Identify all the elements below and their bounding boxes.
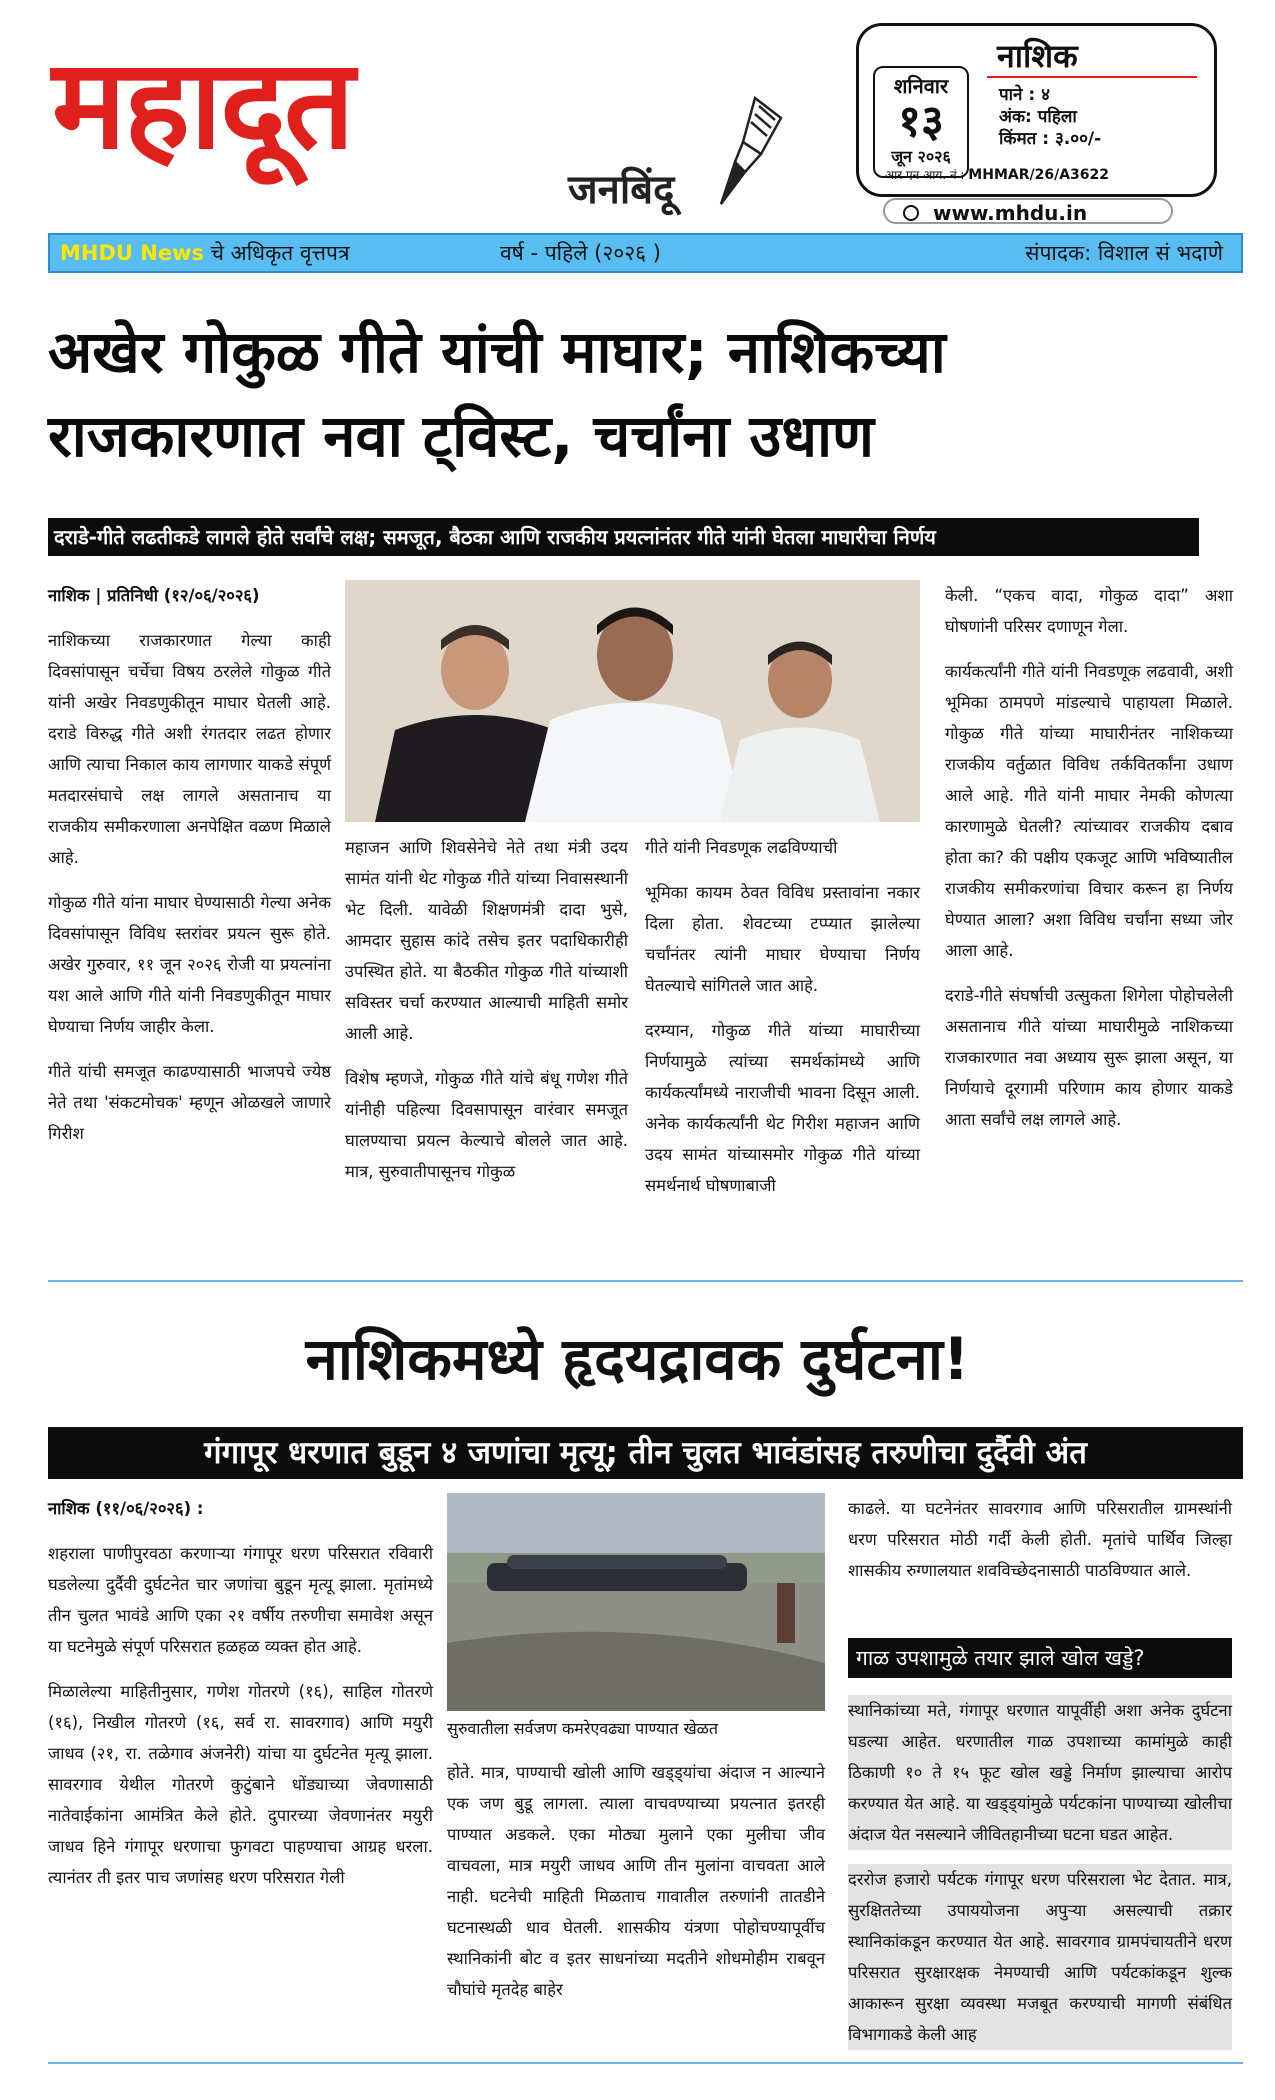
fountain-pen-icon xyxy=(703,92,793,212)
second-strapline: गंगापूर धरणात बुडून ४ जणांचा मृत्यू; तीन चुलत भावंडांसह तरुणीचा दुर्दैवी अंत xyxy=(48,1427,1243,1479)
lead-column-3 xyxy=(645,832,920,1215)
paragraph: दरम्यान, गोकुळ गीते यांच्या माघारीच्या निर्णयामुळे त्यांच्या समर्थकांमध्ये आणि कार्यकर्त्यांमध्ये नाराजीची भावना दिसून आली. अनेक कार्यकर्त्यांनी थेट गिरीश महाजन आणि उदय सामंत यांच्यासमोर गोकुळ गीते यांच्या समर्थनार्थ घोषणाबाजी xyxy=(645,1021,920,1195)
paragraph: गीते यांची समजूत काढण्यासाठी भाजपचे ज्येष्ठ नेते तथा 'संकटमोचक' म्हणून ओळखले जाणारे गिरीश xyxy=(48,1062,331,1143)
second-headline: नाशिकमध्ये हृदयद्रावक दुर्घटना! xyxy=(305,1325,970,1393)
politicians-photo xyxy=(345,580,920,822)
politicians-photo-art xyxy=(345,580,920,822)
website-url: www.mhdu.in xyxy=(933,201,1088,225)
newspaper-logo: महादूत xyxy=(52,32,353,177)
dateline: नाशिक | प्रतिनिधी (१२/०६/२०२६) xyxy=(48,586,260,605)
paragraph: नाशिकच्या राजकारणात गेल्या काही दिवसांपासून चर्चेचा विषय ठरलेले गोकुळ गीते यांनी अखेर निवडणुकीतून माघार घेतली आहे. दराडे विरुद्ध गीते अशी रंगतदार लढत होणार आणि त्याचा निकाल काय लागणार याकडे संपूर्ण मतदारसंघाचे लक्ष लागले असतानाच या राजकीय समीकरणाला अनपेक्षित वळण मिळाले आहे. xyxy=(48,631,331,867)
second-column-3-boxed xyxy=(848,1695,1232,2064)
paragraph: काढले. या घटनेनंतर सावरगाव आणि परिसरातील ग्रामस्थांनी धरण परिसरात मोठी गर्दी केली होती. मृतांचे पार्थिव जिल्हा शासकीय रुग्णालयात शवविच्छेदनासाठी पाठविण्यात आले. xyxy=(848,1499,1232,1580)
sub-headline: गाळ उपशामुळे तयार झाले खोल खड्डे? xyxy=(848,1638,1232,1678)
issue-number: अंक: पहिला xyxy=(999,107,1077,127)
paragraph: शहराला पाणीपुरवठा करणाऱ्या गंगापूर धरण परिसरात रविवारी घडलेल्या दुर्दैवी दुर्घटनेत चार जणांचा बुडून मृत्यू झाला. मृतांमध्ये तीन चुलत भावंडे आणि एका २१ वर्षीय तरुणीचा समावेश असून या घटनेमुळे संपूर्ण परिसरात हळहळ व्यक्त होत आहे. xyxy=(48,1544,433,1656)
info-bar xyxy=(48,233,1243,273)
page-bottom-rule xyxy=(48,2062,1243,2064)
second-column-3 xyxy=(848,1493,1232,1600)
issue-info-box xyxy=(856,23,1217,197)
rni-label: आर एन आय. नं : xyxy=(885,168,965,182)
paragraph: होते. मात्र, पाण्याची खोली आणि खड्ड्यांचा अंदाज न आल्याने एक जण बुडू लागला. त्याला वाचवण्याच्या प्रयत्नात इतरही पाण्यात अडकले. एका मोठ्या मुलाने एका मुलीचा जीव वाचवला, मात्र मयुरी जाधव आणि तीन मुलांना वाचवता आले नाही. घटनेची माहिती मिळताच गावातील तरुणांनी तातडीने घटनास्थळी धाव घेतली. शासकीय यंत्रणा पोहोचण्यापूर्वीच स्थानिकांनी बोट व इतर साधनांच्या मदतीने शोधमोहीम राबवून चौघांचे मृतदेह बाहेर xyxy=(447,1763,825,1999)
date-box xyxy=(873,66,969,178)
paragraph: गीते यांनी निवडणूक लढविण्याची xyxy=(645,838,838,857)
day-label: शनिवार xyxy=(893,74,949,98)
paragraph: केली. “एकच वादा, गोकुळ दादा” अशा घोषणांनी परिसर दणाणून गेला. xyxy=(945,586,1233,636)
lead-column-2 xyxy=(345,832,628,1201)
issue-meta xyxy=(999,84,1101,150)
search-icon xyxy=(903,205,919,221)
year-label: वर्ष - पहिले (२०२६ ) xyxy=(500,241,661,265)
highlighted-paragraph: स्थानिकांच्या मते, गंगापूर धरणात यापूर्वीही अशा अनेक दुर्घटना घडल्या आहेत. धरणातील गाळ उपशाच्या कामांमुळे काही ठिकाणी १० ते १५ फूट खोल खड्डे निर्माण झाल्याचा आरोप करण्यात येत आहे. या खड्ड्यांमुळे पर्यटकांना पाण्याच्या खोलीचा अंदाज येत नसल्याने जीवितहानीच्या घटना घडत आहेत. xyxy=(848,1695,1232,1850)
paragraph: विशेष म्हणजे, गोकुळ गीते यांचे बंधू गणेश गीते यांनीही पहिल्या दिवसापासून वारंवार समजूत घालण्याचा प्रयत्न केल्याचे बोलले जात आहे. मात्र, सुरुवातीपासूनच गोकुळ xyxy=(345,1069,628,1181)
rni-registration xyxy=(885,166,1109,183)
masthead xyxy=(48,20,1248,230)
official-paper-text: चे अधिकृत वृत्तपत्र xyxy=(204,241,350,265)
lead-strapline: दराडे-गीते लढतीकडे लागले होते सर्वांचे लक्ष; समजूत, बैठका आणि राजकीय प्रयत्नांनंतर गीते यांनी घेतला माघारीचा निर्णय xyxy=(48,518,1199,556)
paragraph: गोकुळ गीते यांना माघार घेण्यासाठी गेल्या अनेक दिवसांपासून विविध स्तरांवर प्रयत्न सुरू होते. अखेर गुरुवार, ११ जून २०२६ रोजी या प्रयत्नांना यश आले आणि गीते यांनी निवडणुकीतून माघार घेण्याचा निर्णय जाहीर केला. xyxy=(48,893,331,1036)
newspaper-logo-subtitle: जनबिंदू xyxy=(568,167,675,213)
lead-headline-line: अखेर गोकुळ गीते यांची माघार; नाशिकच्या xyxy=(48,318,946,386)
price: किंमत : ३.००/- xyxy=(999,129,1102,149)
second-column-1 xyxy=(48,1493,433,1907)
lead-headline-line: राजकारणात नवा ट्विस्ट, चर्चांना उधाण xyxy=(48,402,874,470)
website-link[interactable] xyxy=(883,198,1173,224)
dateline: नाशिक (११/०६/२०२६) : xyxy=(48,1499,204,1518)
paragraph: महाजन आणि शिवसेनेचे नेते तथा मंत्री उदय सामंत यांनी थेट गोकुळ गीते यांच्या निवासस्थानी भेट दिली. यावेळी शिक्षणमंत्री दादा भुसे, आमदार सुहास कांदे तसेच इतर पदाधिकारीही उपस्थित होते. या बैठकीत गोकुळ गीते यांच्याशी सविस्तर चर्चा करण्यात आल्याची माहिती समोर आली आहे. xyxy=(345,838,628,1043)
dam-photo xyxy=(447,1493,825,1711)
month-year: जून २०२६ xyxy=(891,147,951,166)
highlighted-paragraph: दररोज हजारो पर्यटक गंगापूर धरण परिसराला भेट देतात. मात्र, सुरक्षिततेच्या उपाययोजना अपुऱ्या असल्याची तक्रार स्थानिकांकडून करण्यात येत आहे. सावरगाव ग्रामपंचायतीने धरण परिसरात सुरक्षारक्षक नेमण्याची आणि पर्यटकांकडून शुल्क आकारून सुरक्षा व्यवस्था मजबूत करण्याची मागणी संबंधित विभागाकडे केली आह xyxy=(848,1864,1232,2050)
lead-headline xyxy=(48,310,1243,478)
divider xyxy=(987,76,1197,78)
lead-column-4 xyxy=(945,580,1233,1149)
edition-city: नाशिक xyxy=(997,37,1078,75)
second-column-2 xyxy=(447,1757,825,2019)
paragraph: भूमिका कायम ठेवत विविध प्रस्तावांना नकार दिला होता. शेवटच्या टप्प्यात झालेल्या चर्चांनंतर त्यांनी माघार घेण्याचा निर्णय घेतल्याचे सांगितले जात आहे. xyxy=(645,883,920,995)
paragraph: कार्यकर्त्यांनी गीते यांनी निवडणूक लढवावी, अशी भूमिका ठामपणे मांडल्याचे पाहायला मिळाले. गोकुळ गीते यांच्या माघारीनंतर नाशिकच्या राजकीय वर्तुळात विविध तर्कवितर्कांना उधाण आले आहे. गीते यांनी माघार नेमकी कोणत्या कारणामुळे घेतली? त्यांच्यावर राजकीय दबाव होता का? की पक्षीय एकजूट आणि भविष्यातील राजकीय समीकरणांचा विचार करून हा निर्णय घेण्यात आला? अशा विविध चर्चांना सध्या जोर आला आहे. xyxy=(945,662,1233,960)
date-number: १३ xyxy=(898,96,944,147)
dam-photo-art xyxy=(447,1493,825,1711)
official-paper-note xyxy=(60,235,350,271)
brand-name: MHDU News xyxy=(60,241,204,265)
rni-number: MHMAR/26/A3622 xyxy=(968,167,1110,183)
paragraph: दराडे-गीते संघर्षाची उत्सुकता शिगेला पोहोचलेली असतानाच गीते यांच्या माघारीमुळे नाशिकच्या राजकारणात नवा अध्याय सुरू झाला असून, या निर्णयाचे दूरगामी परिणाम काय होणार याकडे आता सर्वांचे लक्ष लागले आहे. xyxy=(945,986,1233,1129)
page-count: पाने : ४ xyxy=(999,85,1050,105)
lead-column-1 xyxy=(48,580,331,1163)
editor-label: संपादक: विशाल सं भदाणे xyxy=(1025,241,1223,265)
photo-caption: सुरुवातीला सर्वजण कमरेएवढ्या पाण्यात खेळत xyxy=(447,1719,718,1738)
section-divider xyxy=(48,1280,1243,1282)
paragraph: मिळालेल्या माहितीनुसार, गणेश गोतरणे (१६), साहिल गोतरणे (१६), निखील गोतरणे (१६, सर्व रा. सावरगाव) आणि मयुरी जाधव (२१, रा. तळेगाव अंजनेरी) यांचा या दुर्घटनेत मृत्यू झाला. सावरगाव येथील गोतरणे कुटुंबाने धोंड्याच्या जेवणासाठी नातेवाईकांना आमंत्रित केले होते. दुपारच्या जेवणानंतर मयुरी जाधव हिने गंगापूर धरणाचा फुगवटा पाहण्याचा आग्रह धरला. त्यानंतर ती इतर पाच जणांसह धरण परिसरात गेली xyxy=(48,1682,433,1887)
